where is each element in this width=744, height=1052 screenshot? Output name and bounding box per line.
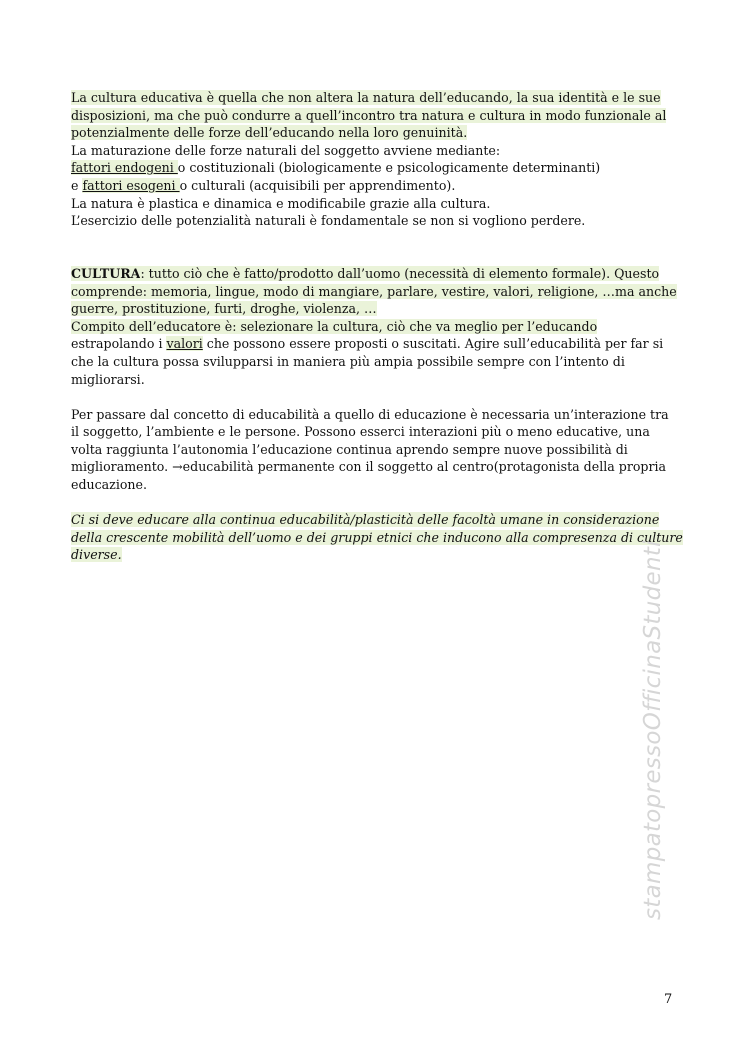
text-line [71,335,677,353]
text-line [71,283,677,301]
paragraph-cultura [71,265,677,388]
paragraph-cultura-educativa [71,89,677,230]
paragraph-gap [71,388,677,406]
text-span: Ci si deve educare alla continua educabilità/plasticità delle facoltà umane in considerazione [71,512,660,528]
text-span: comprende: memoria, lingue, modo di mangiare, parlare, vestire, valori, religione, …ma anche [71,283,677,299]
text-line: Per passare dal concetto di educabilità a quello di educazione è necessaria un’interazione tra [71,406,669,422]
text-span: Compito dell’educatore è: selezionare la cultura, ciò che va meglio per l’educando [71,318,598,334]
text-span: La cultura educativa è quella che non altera la natura dell’educando, la sua identità e le sue [71,90,661,105]
text-span: che possono essere proposti o suscitati. Agire sull’educabilità per far si [202,336,664,352]
text-line [71,529,683,547]
text-line [71,546,677,564]
text-line: educazione. [71,477,147,493]
text-span: o culturali (acquisibili per apprendimento). [179,177,456,193]
text-line: che la cultura possa svilupparsi in maniera più ampia possibile sempre con l’intento di [71,353,625,369]
watermark: stampatopressoOfficinaStudenti [640,540,666,920]
underlined-term: fattori esogeni [82,177,180,193]
text-span: diverse. [71,547,122,563]
text-line [71,300,677,318]
text-span: guerre, prostituzione, furti, droghe, violenza, … [71,301,377,317]
text-span: della crescente mobilità dell’uomo e dei gruppi etnici che inducono alla compresenza di culture [71,529,683,545]
text-line: miglioramento. →educabilità permanente con il soggetto al centro(protagonista della propria [71,459,667,475]
page-body [71,89,683,564]
paragraph-italic-conclusion [71,511,683,564]
text-span: estrapolando i [71,336,167,352]
text-line [71,177,677,195]
text-line [71,124,677,142]
underlined-term: fattori endogeni [71,160,178,176]
text-line: migliorarsi. [71,371,145,387]
text-span: potenzialmente delle forze dell’educando nella loro genuinità. [71,125,468,141]
text-line: il soggetto, l’ambiente e le persone. Possono esserci interazioni più o meno educative, una [71,424,650,440]
text-line [71,318,677,336]
text-line [71,107,677,125]
paragraph-gap [71,230,677,265]
text-span: e [71,177,83,193]
text-line [71,89,677,107]
paragraph-educazione [71,406,677,494]
text-line [71,159,677,177]
page-number: 7 [664,992,673,1007]
paragraph-gap [71,494,677,512]
text-span: : tutto ciò che è fatto/prodotto dall’uomo (necessità di elemento formale). Questo [140,265,660,281]
text-line [71,511,677,529]
text-line: volta raggiunta l’autonomia l’educazione continua aprendo sempre nuove possibilità di [71,441,628,457]
text-line: L’esercizio delle potenzialità naturali è fondamentale se non si vogliono perdere. [71,213,586,229]
text-line [71,265,677,283]
text-line: La maturazione delle forze naturali del soggetto avviene mediante: [71,142,501,158]
text-span: disposizioni, ma che può condurre a quell’incontro tra natura e cultura in modo funzionale al [71,107,667,123]
text-line: La natura è plastica e dinamica e modificabile grazie alla cultura. [71,195,491,211]
underlined-term: valori [166,336,203,352]
bold-term: CULTURA [71,265,141,281]
text-span: o costituzionali (biologicamente e psicologicamente determinanti) [177,160,601,176]
